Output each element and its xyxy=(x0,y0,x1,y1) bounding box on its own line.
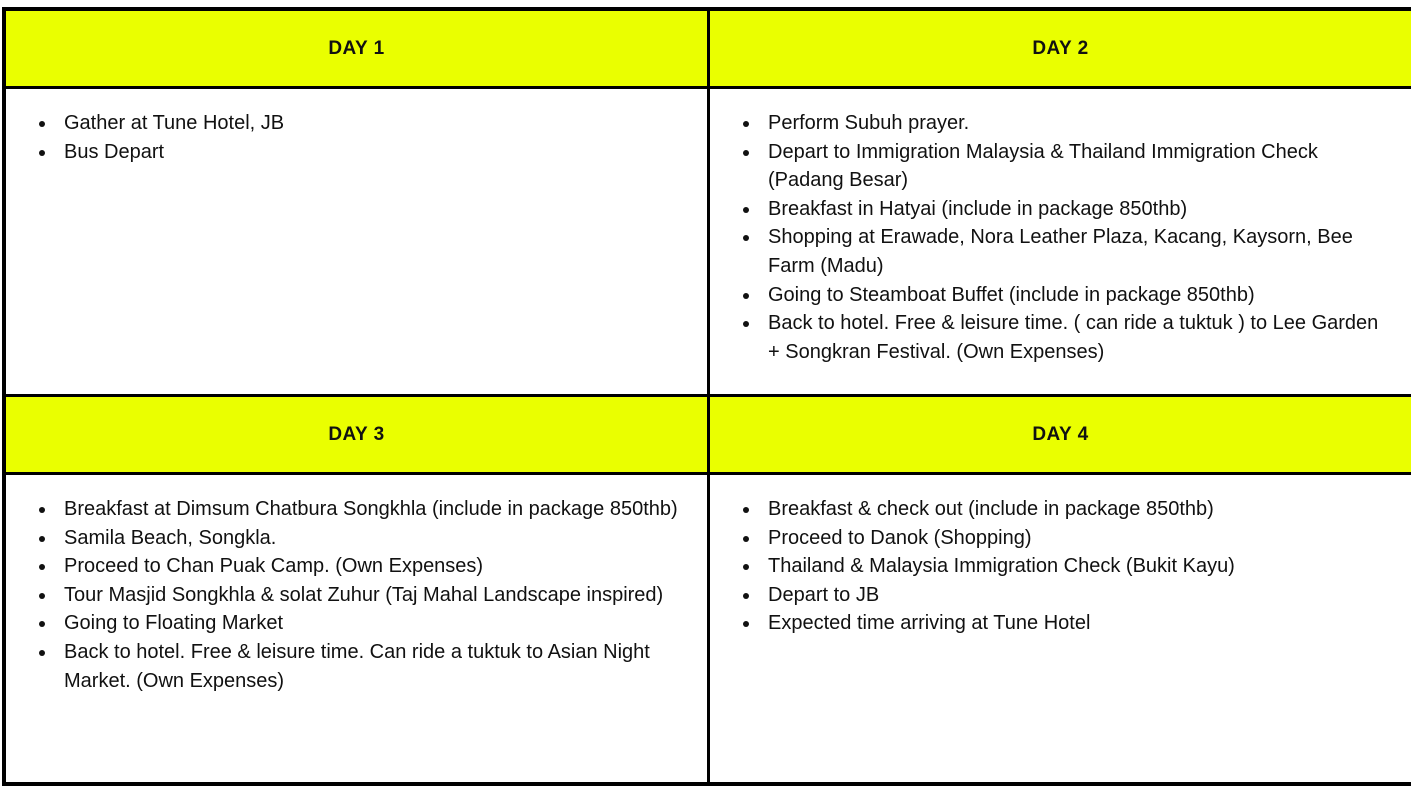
list-item: Breakfast at Dimsum Chatbura Songkhla (include in package 850thb) xyxy=(64,495,687,524)
list-item: Going to Floating Market xyxy=(64,609,687,638)
list-item: Going to Steamboat Buffet (include in package 850thb) xyxy=(768,281,1391,310)
day-1-title: DAY 1 xyxy=(328,37,385,59)
day-1-activities xyxy=(6,89,710,397)
list-item: Proceed to Danok (Shopping) xyxy=(768,524,1391,553)
day-4-activities xyxy=(710,475,1411,782)
day-3-title: DAY 3 xyxy=(328,423,385,445)
day-3-activities xyxy=(6,475,710,782)
list-item: Perform Subuh prayer. xyxy=(768,109,1391,138)
list-item: Breakfast & check out (include in package 850thb) xyxy=(768,495,1391,524)
day-3-list xyxy=(6,495,687,695)
day-2-activities xyxy=(710,89,1411,397)
list-item: Breakfast in Hatyai (include in package 850thb) xyxy=(768,195,1391,224)
day-4-title: DAY 4 xyxy=(1032,423,1089,445)
day-2-title: DAY 2 xyxy=(1032,37,1089,59)
list-item: Shopping at Erawade, Nora Leather Plaza, Kacang, Kaysorn, Bee Farm (Madu) xyxy=(768,223,1391,280)
day-4-list xyxy=(710,495,1391,638)
day-2-header xyxy=(710,11,1411,89)
list-item: Tour Masjid Songkhla & solat Zuhur (Taj Mahal Landscape inspired) xyxy=(64,581,687,610)
day-3-header xyxy=(6,397,710,475)
day-2-list xyxy=(710,109,1391,366)
day-4-header xyxy=(710,397,1411,475)
list-item: Samila Beach, Songkla. xyxy=(64,524,687,553)
list-item: Expected time arriving at Tune Hotel xyxy=(768,609,1391,638)
list-item: Back to hotel. Free & leisure time. ( can ride a tuktuk ) to Lee Garden + Songkran Festival. (Own Expenses) xyxy=(768,309,1391,366)
list-item: Back to hotel. Free & leisure time. Can ride a tuktuk to Asian Night Market. (Own Expenses) xyxy=(64,638,687,695)
list-item: Gather at Tune Hotel, JB xyxy=(64,109,687,138)
list-item: Depart to JB xyxy=(768,581,1391,610)
list-item: Bus Depart xyxy=(64,138,687,167)
list-item: Proceed to Chan Puak Camp. (Own Expenses) xyxy=(64,552,687,581)
day-1-header xyxy=(6,11,710,89)
list-item: Thailand & Malaysia Immigration Check (Bukit Kayu) xyxy=(768,552,1391,581)
day-1-list xyxy=(6,109,687,166)
itinerary-table xyxy=(2,7,1411,786)
list-item: Depart to Immigration Malaysia & Thailand Immigration Check (Padang Besar) xyxy=(768,138,1391,195)
